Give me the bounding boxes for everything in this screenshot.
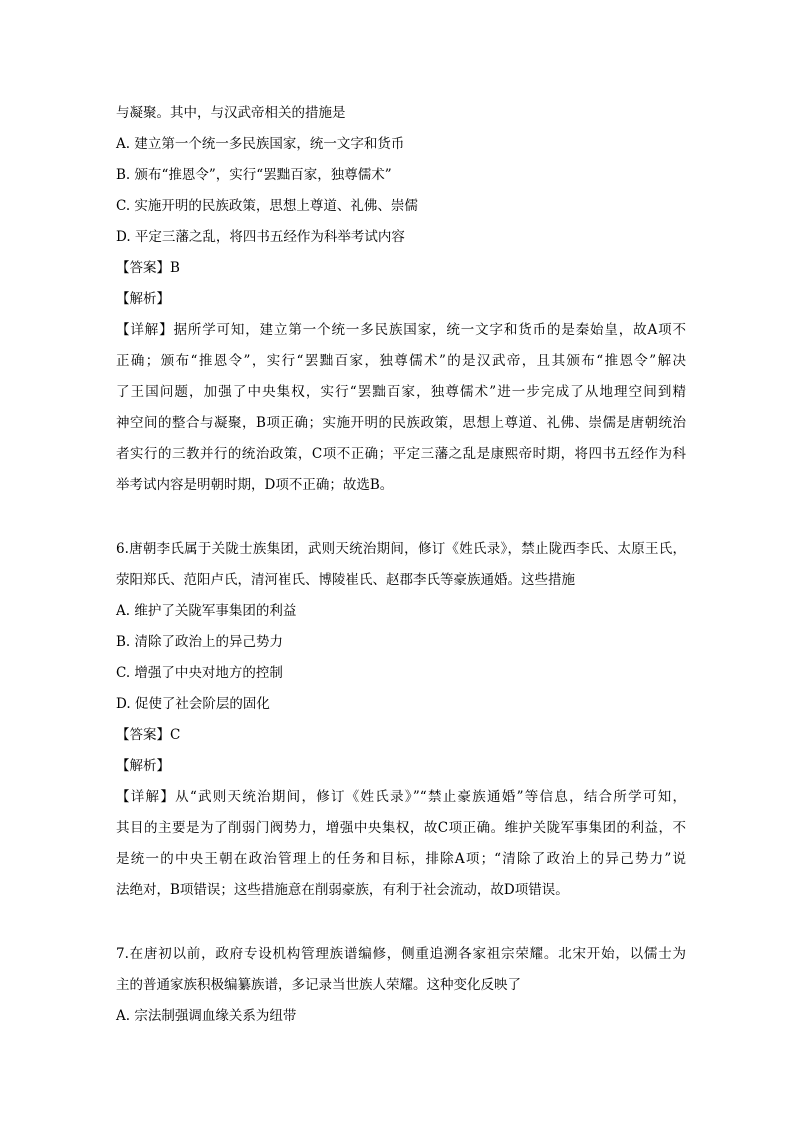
question-6-stem-line: 荥阳郑氏、范阳卢氏，清河崔氏、博陵崔氏、赵郡李氏等豪族通婚。这些措施 [116, 572, 575, 588]
detail-line: 是统一的中央王朝在政治管理上的任务和目标，排除A项；“清除了政治上的异己势力”说 [116, 851, 686, 867]
analysis-title: 【解析】 [116, 291, 170, 307]
detail-line: 其目的主要是为了削弱门阀势力，增强中央集权，故C项正确。维护关陇军事集团的利益，不 [116, 820, 686, 836]
detail-line: 者实行的三教并行的统治政策，C项不正确；平定三藩之乱是康熙帝时期，将四书五经作为科 [116, 446, 686, 462]
question-stem-line: 与凝聚。其中，与汉武帝相关的措施是 [116, 105, 346, 121]
option-b: B. 颁布“推恩令”，实行“罢黜百家，独尊儒术” [116, 167, 392, 183]
detail-line: 【详解】从“武则天统治期间，修订《姓氏录》”“禁止豪族通婚”等信息，结合所学可知， [116, 789, 686, 805]
question-7-stem-line: 7.在唐初以前，政府专设机构管理族谱编修，侧重追溯各家祖宗荣耀。北宋开始，以儒士为 [116, 946, 686, 962]
option-d: D. 平定三藩之乱，将四书五经作为科举考试内容 [116, 229, 405, 245]
detail-line: 了王国问题，加强了中央集权，实行“罢黜百家，独尊儒术”进一步完成了从地理空间到精 [116, 384, 686, 400]
answer-line: 【答案】C [116, 727, 181, 743]
detail-line: 正确；颁布“推恩令”，实行“罢黜百家，独尊儒术”的是汉武帝，且其颁布“推恩令”解决 [116, 353, 686, 369]
option-d: D. 促使了社会阶层的固化 [116, 696, 270, 712]
option-a: A. 宗法制强调血缘关系为纽带 [116, 1008, 297, 1024]
analysis-title: 【解析】 [116, 758, 170, 774]
question-7-stem-line: 主的普通家族积极编纂族谱，多记录当世族人荣耀。这种变化反映了 [116, 977, 521, 993]
question-6-stem-line: 6.唐朝李氏属于关陇士族集团，武则天统治期间，修订《姓氏录》，禁止陇西李氏、太原王氏， [116, 541, 686, 557]
option-c: C. 实施开明的民族政策，思想上尊道、礼佛、崇儒 [116, 198, 418, 214]
option-a: A. 建立第一个统一多民族国家，统一文字和货币 [116, 136, 405, 152]
option-c: C. 增强了中央对地方的控制 [116, 665, 283, 681]
detail-line: 【详解】据所学可知，建立第一个统一多民族国家，统一文字和货币的是秦始皇，故A项不 [116, 322, 686, 338]
detail-line: 神空间的整合与凝聚，B项正确；实施开明的民族政策，思想上尊道、礼佛、崇儒是唐朝统治 [116, 415, 686, 431]
detail-line: 举考试内容是明朝时期，D项不正确；故选B。 [116, 477, 394, 493]
option-b: B. 清除了政治上的异己势力 [116, 634, 284, 650]
answer-line: 【答案】B [116, 260, 180, 276]
option-a: A. 维护了关陇军事集团的利益 [116, 603, 297, 619]
detail-line: 法绝对，B项错误；这些措施意在削弱豪族，有利于社会流动，故D项错误。 [116, 882, 569, 898]
